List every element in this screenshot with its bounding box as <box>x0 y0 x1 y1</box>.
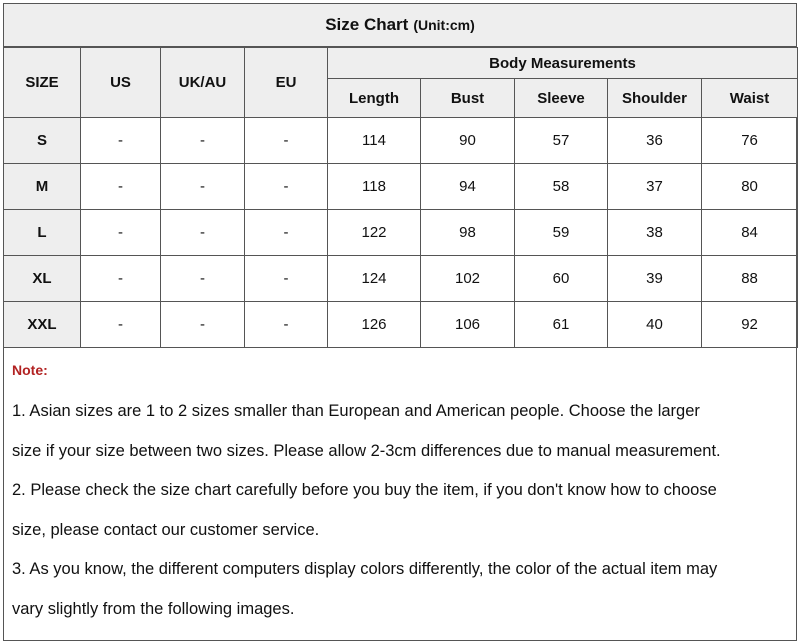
page-title: Size Chart <box>325 15 409 34</box>
note-line: 1. Asian sizes are 1 to 2 sizes smaller than European and American people. Choose the larger <box>12 402 700 420</box>
eu-cell: - <box>245 118 328 164</box>
table-row <box>4 164 798 210</box>
header-row <box>4 48 798 79</box>
ukau-cell: - <box>161 118 245 164</box>
header-shoulder: Shoulder <box>608 79 702 118</box>
size-cell: XXL <box>4 302 81 348</box>
table-row <box>4 302 798 348</box>
length-cell: 126 <box>328 302 421 348</box>
shoulder-cell: 39 <box>608 256 702 302</box>
sleeve-cell: 59 <box>515 210 608 256</box>
header-length: Length <box>328 79 421 118</box>
sleeve-cell: 60 <box>515 256 608 302</box>
length-cell: 124 <box>328 256 421 302</box>
ukau-cell: - <box>161 164 245 210</box>
us-cell: - <box>81 302 161 348</box>
note-label: Note: <box>12 362 48 378</box>
waist-cell: 80 <box>702 164 798 210</box>
header-bust: Bust <box>421 79 515 118</box>
bust-cell: 98 <box>421 210 515 256</box>
table-row <box>4 256 798 302</box>
title-unit: (Unit:cm) <box>413 17 475 33</box>
eu-cell: - <box>245 256 328 302</box>
waist-cell: 84 <box>702 210 798 256</box>
ukau-cell: - <box>161 210 245 256</box>
waist-cell: 92 <box>702 302 798 348</box>
eu-cell: - <box>245 164 328 210</box>
shoulder-cell: 38 <box>608 210 702 256</box>
size-cell: L <box>4 210 81 256</box>
header-sleeve: Sleeve <box>515 79 608 118</box>
header-waist: Waist <box>702 79 798 118</box>
ukau-cell: - <box>161 302 245 348</box>
bust-cell: 102 <box>421 256 515 302</box>
eu-cell: - <box>245 302 328 348</box>
header-eu: EU <box>245 48 328 118</box>
sleeve-cell: 57 <box>515 118 608 164</box>
table-row <box>4 210 798 256</box>
table-row <box>4 118 798 164</box>
size-cell: M <box>4 164 81 210</box>
size-table <box>3 47 798 348</box>
ukau-cell: - <box>161 256 245 302</box>
us-cell: - <box>81 164 161 210</box>
notes-section <box>4 348 796 630</box>
length-cell: 114 <box>328 118 421 164</box>
shoulder-cell: 37 <box>608 164 702 210</box>
note-line: size, please contact our customer service. <box>12 520 320 539</box>
bust-cell: 90 <box>421 118 515 164</box>
shoulder-cell: 40 <box>608 302 702 348</box>
length-cell: 118 <box>328 164 421 210</box>
note-line: vary slightly from the following images. <box>12 599 295 618</box>
waist-cell: 88 <box>702 256 798 302</box>
sleeve-cell: 58 <box>515 164 608 210</box>
bust-cell: 94 <box>421 164 515 210</box>
us-cell: - <box>81 256 161 302</box>
shoulder-cell: 36 <box>608 118 702 164</box>
size-cell: XL <box>4 256 81 302</box>
header-us: US <box>81 48 161 118</box>
size-chart-frame <box>3 3 797 641</box>
note-line: 2. Please check the size chart carefully before you buy the item, if you don't know how to choose <box>12 481 717 500</box>
eu-cell: - <box>245 210 328 256</box>
header-ukau: UK/AU <box>161 48 245 118</box>
note-line: 3. As you know, the different computers display colors differently, the color of the actual item may <box>12 560 718 579</box>
header-body-measurements: Body Measurements <box>328 48 798 79</box>
waist-cell: 76 <box>702 118 798 164</box>
sleeve-cell: 61 <box>515 302 608 348</box>
us-cell: - <box>81 210 161 256</box>
note-line: size if your size between two sizes. Please allow 2-3cm differences due to manual measurement. <box>12 441 721 460</box>
size-cell: S <box>4 118 81 164</box>
us-cell: - <box>81 118 161 164</box>
bust-cell: 106 <box>421 302 515 348</box>
header-size: SIZE <box>4 48 81 118</box>
title-bar <box>4 4 796 47</box>
length-cell: 122 <box>328 210 421 256</box>
